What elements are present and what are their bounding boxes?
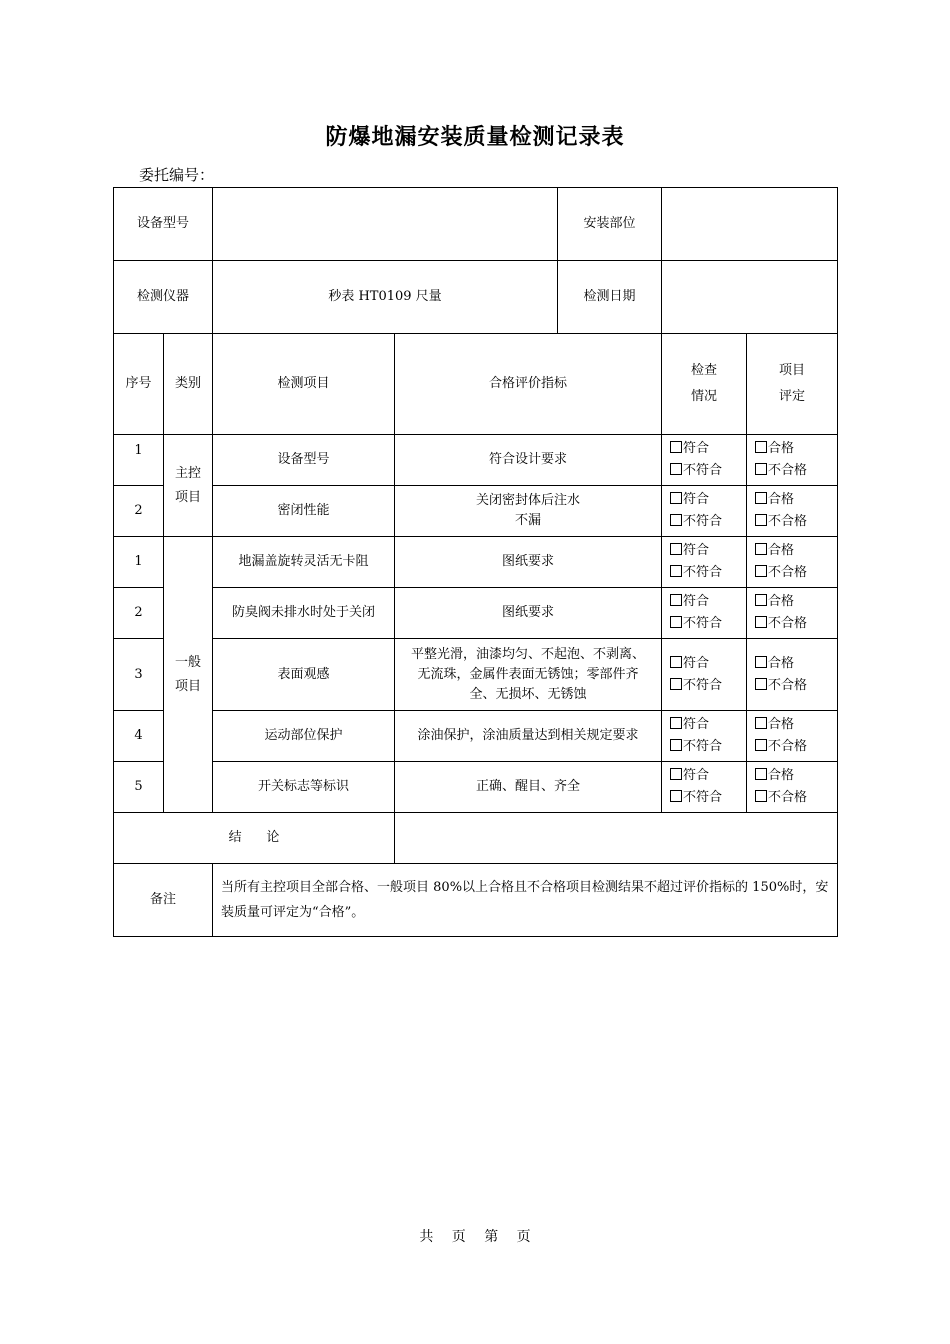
nonconform-option[interactable] — [670, 736, 746, 758]
criteria-line: 平整光滑，油漆均匀、不起泡、不剥离、 — [411, 646, 646, 662]
checkbox-icon[interactable] — [670, 594, 682, 606]
conform-option-label: 符合 — [683, 717, 710, 732]
checkbox-icon[interactable] — [755, 790, 767, 802]
check-cell — [662, 486, 747, 537]
checkbox-icon[interactable] — [755, 594, 767, 606]
seq-cell: 4 — [114, 711, 164, 762]
conform-option[interactable] — [670, 591, 746, 613]
item-cell: 密闭性能 — [213, 486, 395, 537]
checkbox-icon[interactable] — [670, 543, 682, 555]
nonconform-option-label: 不符合 — [683, 514, 723, 529]
checkbox-icon[interactable] — [755, 616, 767, 628]
table-row — [114, 762, 838, 813]
nonconform-option[interactable] — [670, 675, 746, 697]
check-cell — [662, 537, 747, 588]
check-cell — [662, 588, 747, 639]
remark-label: 备注 — [114, 864, 213, 937]
nonconform-option[interactable] — [670, 562, 746, 584]
conform-option-label: 符合 — [683, 594, 710, 609]
nonconform-option[interactable] — [670, 460, 746, 482]
checkbox-icon[interactable] — [755, 441, 767, 453]
conform-option[interactable] — [670, 540, 746, 562]
conform-option[interactable] — [670, 765, 746, 787]
pass-option-label: 合格 — [768, 492, 795, 507]
criteria-cell — [395, 762, 662, 813]
checkbox-icon[interactable] — [670, 717, 682, 729]
conform-option[interactable] — [670, 438, 746, 460]
check-cell — [747, 588, 838, 639]
table-header-row — [114, 334, 838, 435]
criteria-cell — [395, 588, 662, 639]
nonconform-option-label: 不符合 — [683, 463, 723, 478]
entrust-number-label: 委托编号： — [139, 166, 215, 184]
fail-option[interactable] — [755, 511, 837, 533]
table-row — [114, 486, 838, 537]
header-seq: 序号 — [114, 334, 164, 435]
item-cell: 表面观感 — [213, 639, 395, 711]
test-date-label: 检测日期 — [558, 261, 662, 334]
criteria-line: 不漏 — [515, 513, 542, 528]
conform-option-label: 符合 — [683, 655, 710, 671]
header-rating-line1: 项目 — [779, 363, 806, 378]
instrument-row — [114, 261, 838, 334]
fail-option[interactable] — [755, 562, 837, 584]
item-cell: 开关标志等标识 — [213, 762, 395, 813]
main-category-cell-line1: 主控 — [175, 465, 202, 481]
criteria-line: 全、无损坏、无锈蚀 — [469, 686, 587, 702]
item-cell: 设备型号 — [213, 435, 395, 486]
fail-option-label: 不合格 — [768, 616, 808, 631]
header-rating — [747, 334, 838, 435]
table-row — [114, 639, 838, 711]
criteria-cell — [395, 435, 662, 486]
seq-cell: 3 — [114, 639, 164, 711]
seq-cell: 1 — [114, 435, 164, 486]
checkbox-icon[interactable] — [670, 790, 682, 802]
seq-cell: 1 — [114, 537, 164, 588]
general-category-cell — [164, 537, 213, 813]
seq-cell: 5 — [114, 762, 164, 813]
check-cell — [662, 435, 747, 486]
remark-row — [114, 864, 838, 937]
install-location-value[interactable] — [662, 188, 838, 261]
criteria-cell — [395, 711, 662, 762]
check-cell — [662, 711, 747, 762]
check-cell — [747, 639, 838, 711]
checkbox-icon[interactable] — [670, 463, 682, 475]
nonconform-option-label: 不符合 — [683, 565, 723, 580]
nonconform-option-label: 不符合 — [683, 739, 723, 754]
checkbox-icon[interactable] — [755, 739, 767, 751]
criteria-line: 无流珠，金属件表面无锈蚀；零部件齐 — [417, 666, 639, 682]
instrument-label: 检测仪器 — [114, 261, 213, 334]
test-date-value[interactable] — [662, 261, 838, 334]
install-location-label: 安装部位 — [558, 188, 662, 261]
checkbox-icon[interactable] — [755, 717, 767, 729]
nonconform-option-label: 不符合 — [683, 677, 723, 693]
instrument-value: 秒表 HT0109 尺量 — [213, 261, 558, 334]
checkbox-icon[interactable] — [670, 492, 682, 504]
criteria-cell — [395, 486, 662, 537]
fail-option-label: 不合格 — [768, 565, 808, 580]
seq-cell: 2 — [114, 588, 164, 639]
pass-option-label: 合格 — [768, 655, 795, 671]
check-cell — [747, 711, 838, 762]
inspection-record-table — [113, 187, 838, 937]
header-criteria: 合格评价指标 — [395, 334, 662, 435]
pass-option[interactable] — [755, 540, 837, 562]
pass-option-label: 合格 — [768, 768, 795, 783]
checkbox-icon[interactable] — [670, 739, 682, 751]
checkbox-icon[interactable] — [755, 514, 767, 526]
conform-option-label: 符合 — [683, 768, 710, 783]
conform-option-label: 符合 — [683, 492, 710, 507]
table-row — [114, 537, 838, 588]
fail-option-label: 不合格 — [768, 463, 808, 478]
item-cell: 防臭阀未排水时处于关闭 — [213, 588, 395, 639]
criteria-line: 正确、醒目、齐全 — [476, 779, 581, 794]
header-category: 类别 — [164, 334, 213, 435]
header-inspection — [662, 334, 747, 435]
conform-option[interactable] — [670, 489, 746, 511]
check-cell — [747, 486, 838, 537]
general-category-cell-line2: 项目 — [175, 678, 202, 694]
header-item: 检测项目 — [213, 334, 395, 435]
checkbox-icon[interactable] — [670, 678, 682, 690]
pass-option[interactable] — [755, 714, 837, 736]
pass-option[interactable] — [755, 591, 837, 613]
item-cell: 地漏盖旋转灵活无卡阻 — [213, 537, 395, 588]
pass-option[interactable] — [755, 653, 837, 675]
table-row — [114, 588, 838, 639]
fail-option[interactable] — [755, 460, 837, 482]
fail-option[interactable] — [755, 613, 837, 635]
checkbox-icon[interactable] — [755, 543, 767, 555]
checkbox-icon[interactable] — [755, 463, 767, 475]
item-cell: 运动部位保护 — [213, 711, 395, 762]
pass-option-label: 合格 — [768, 717, 795, 732]
pass-option-label: 合格 — [768, 594, 795, 609]
checkbox-icon[interactable] — [670, 768, 682, 780]
fail-option[interactable] — [755, 736, 837, 758]
checkbox-icon[interactable] — [670, 565, 682, 577]
fail-option[interactable] — [755, 675, 837, 697]
criteria-line: 涂油保护，涂油质量达到相关规定要求 — [417, 728, 639, 743]
main-category-cell — [164, 435, 213, 537]
seq-cell: 2 — [114, 486, 164, 537]
nonconform-option-label: 不符合 — [683, 790, 723, 805]
conclusion-value[interactable] — [395, 813, 838, 864]
checkbox-icon[interactable] — [755, 678, 767, 690]
table-row — [114, 711, 838, 762]
nonconform-option[interactable] — [670, 511, 746, 533]
table-row — [114, 435, 838, 486]
checkbox-icon[interactable] — [755, 492, 767, 504]
header-inspection-line2: 情况 — [691, 389, 718, 404]
criteria-line: 符合设计要求 — [489, 452, 568, 467]
check-cell — [747, 537, 838, 588]
checkbox-icon[interactable] — [670, 616, 682, 628]
pass-option[interactable] — [755, 438, 837, 460]
checkbox-icon[interactable] — [670, 514, 682, 526]
check-cell — [747, 435, 838, 486]
pass-option[interactable] — [755, 489, 837, 511]
nonconform-option[interactable] — [670, 787, 746, 809]
checkbox-icon[interactable] — [670, 656, 682, 668]
conform-option[interactable] — [670, 653, 746, 675]
checkbox-icon[interactable] — [755, 656, 767, 668]
header-inspection-line1: 检查 — [691, 363, 718, 378]
pass-option[interactable] — [755, 765, 837, 787]
conform-option-label: 符合 — [683, 543, 710, 558]
conform-option[interactable] — [670, 714, 746, 736]
checkbox-icon[interactable] — [755, 768, 767, 780]
remark-text: 当所有主控项目全部合格、一般项目 80%以上合格且不合格项目检测结果不超过评价指标的 150%时，安装质量可评定为“合格”。 — [213, 864, 838, 937]
nonconform-option[interactable] — [670, 613, 746, 635]
nonconform-option-label: 不符合 — [683, 616, 723, 631]
checkbox-icon[interactable] — [670, 441, 682, 453]
fail-option-label: 不合格 — [768, 790, 808, 805]
criteria-cell — [395, 537, 662, 588]
criteria-line: 图纸要求 — [502, 554, 555, 569]
criteria-line: 关闭密封体后注水 — [476, 493, 581, 508]
fail-option[interactable] — [755, 787, 837, 809]
page-footer: 共 页 第 页 — [419, 1229, 531, 1245]
main-category-cell-line2: 项目 — [175, 489, 202, 505]
header-rating-line2: 评定 — [779, 389, 806, 404]
pass-option-label: 合格 — [768, 441, 795, 456]
general-category-cell-line1: 一般 — [175, 654, 202, 670]
conform-option-label: 符合 — [683, 441, 710, 456]
pass-option-label: 合格 — [768, 543, 795, 558]
fail-option-label: 不合格 — [768, 514, 808, 529]
check-cell — [747, 762, 838, 813]
device-model-value[interactable] — [213, 188, 558, 261]
page-title: 防爆地漏安装质量检测记录表 — [325, 125, 625, 150]
conclusion-row — [114, 813, 838, 864]
device-model-label: 设备型号 — [114, 188, 213, 261]
fail-option-label: 不合格 — [768, 677, 808, 693]
checkbox-icon[interactable] — [755, 565, 767, 577]
criteria-cell — [395, 639, 662, 711]
criteria-line: 图纸要求 — [502, 605, 555, 620]
conclusion-label: 结 论 — [114, 813, 395, 864]
device-model-row — [114, 188, 838, 261]
check-cell — [662, 639, 747, 711]
fail-option-label: 不合格 — [768, 739, 808, 754]
check-cell — [662, 762, 747, 813]
